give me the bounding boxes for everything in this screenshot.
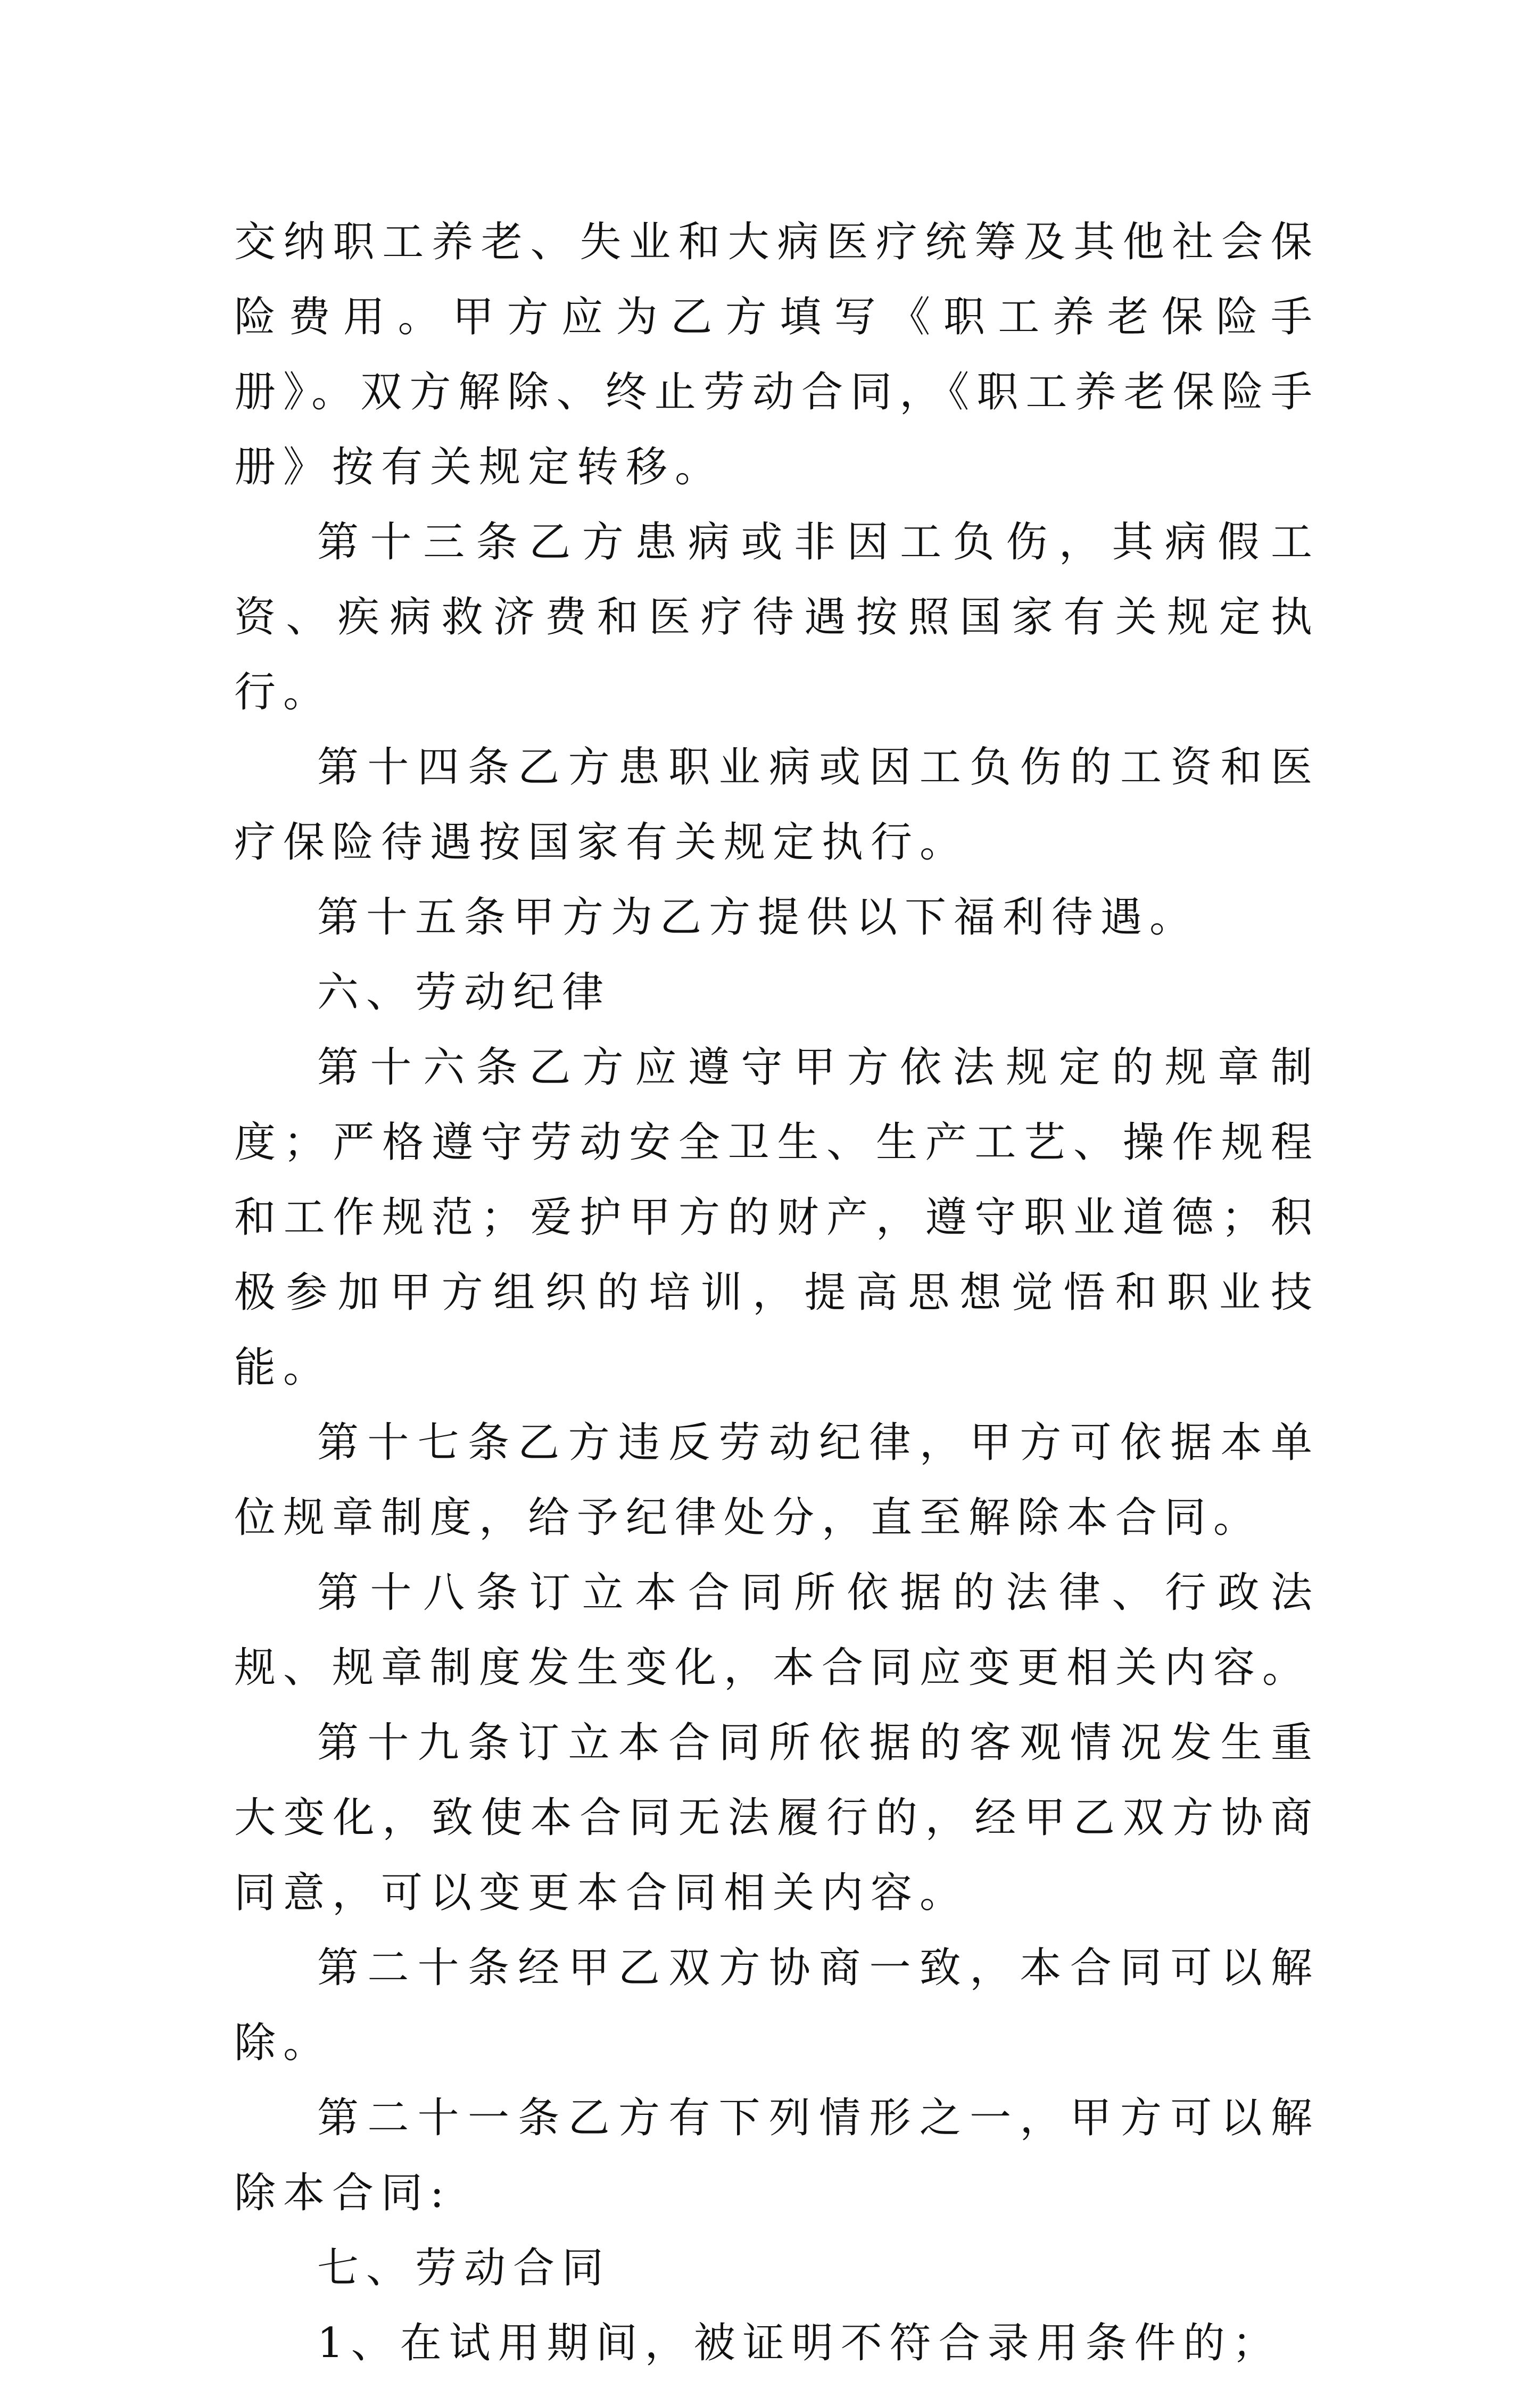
paragraph-article-17: 第十七条乙方违反劳动纪律，甲方可依据本单位规章制度，给予纪律处分，直至解除本合同。 [234,1419,1320,1542]
paragraph-article-13: 第十三条乙方患病或非因工负伤，其病假工资、疾病救济费和医疗待遇按照国家有关规定执行。 [234,518,1320,716]
paragraph-article-16: 第十六条乙方应遵守甲方依法规定的规章制度；严格遵守劳动安全卫生、生产工艺、操作规程和工作规范；爱护甲方的财产，遵守职业道德；积极参加甲方组织的培训，提高思想觉悟和职业技能。 [234,1044,1320,1392]
paragraph-article-18: 第十八条订立本合同所依据的法律、行政法规、规章制度发生变化，本合同应变更相关内容。 [234,1569,1320,1692]
section-heading-labor-discipline: 六、劳动纪律 [317,969,611,1016]
section-heading-labor-contract: 七、劳动合同 [317,2244,611,2292]
document-body [234,205,1320,2381]
paragraph-article-14: 第十四条乙方患职业病或因工负伤的工资和医疗保险待遇按国家有关规定执行。 [234,743,1320,866]
paragraph-article-19: 第十九条订立本合同所依据的客观情况发生重大变化，致使本合同无法履行的，经甲乙双方协商同意，可以变更本合同相关内容。 [234,1719,1320,1917]
paragraph-article-20: 第二十条经甲乙双方协商一致，本合同可以解除。 [234,1944,1320,2067]
paragraph-article-21: 第二十一条乙方有下列情形之一，甲方可以解除本合同: [234,2094,1320,2217]
paragraph-article-15: 第十五条甲方为乙方提供以下福利待遇。 [317,894,1199,941]
paragraph-social-insurance: 交纳职工养老、失业和大病医疗统筹及其他社会保险费用。甲方应为乙方填写《职工养老保险手册》。双方解除、终止劳动合同，《职工养老保险手册》按有关规定转移。 [234,218,1320,491]
list-item-probation: 1、在试用期间，被证明不符合录用条件的； [317,2319,1281,2367]
